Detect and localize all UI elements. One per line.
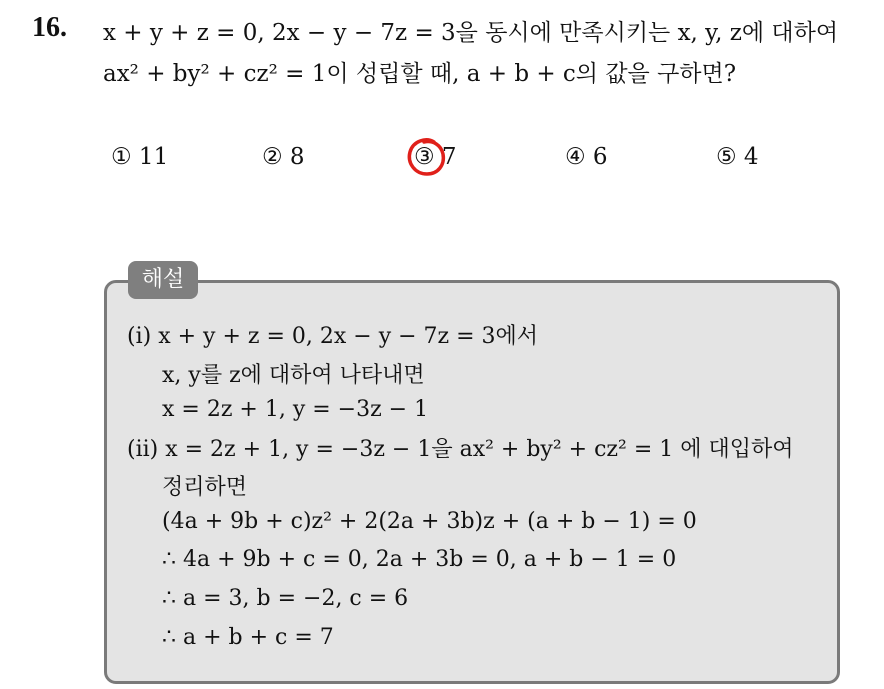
choice-1[interactable]: ① 11	[111, 144, 169, 170]
solution-line: x, y를 z에 대하여 나타내면	[162, 363, 425, 388]
solution-line: 정리하면	[162, 475, 248, 500]
solution-line: x = 2z + 1, y = −3z − 1	[162, 397, 429, 422]
solution-tag: 해설	[128, 261, 198, 299]
choice-5[interactable]: ⑤ 4	[716, 144, 759, 170]
solution-line: ∴ a + b + c = 7	[162, 625, 334, 650]
solution-line: (ii) x = 2z + 1, y = −3z − 1을 ax² + by² + cz² = 1 에 대입하여	[127, 437, 794, 462]
choice-4[interactable]: ④ 6	[565, 144, 608, 170]
question-number: 16.	[32, 12, 67, 43]
solution-line: ∴ 4a + 9b + c = 0, 2a + 3b = 0, a + b − 1 = 0	[162, 547, 677, 572]
solution-line: (i) x + y + z = 0, 2x − y − 7z = 3에서	[127, 324, 539, 349]
solution-line: (4a + 9b + c)z² + 2(2a + 3b)z + (a + b − 1) = 0	[162, 509, 697, 534]
solution-line: ∴ a = 3, b = −2, c = 6	[162, 586, 409, 611]
answer-mark-circle-icon	[404, 134, 450, 180]
question-text-line-2: ax² + by² + cz² = 1이 성립할 때, a + b + c의 값을 구하면?	[103, 61, 737, 87]
question-text-line-1: x + y + z = 0, 2x − y − 7z = 3을 동시에 만족시키는 x, y, z에 대하여	[103, 20, 839, 46]
choice-3[interactable]: ③ 7	[414, 144, 457, 170]
choice-2[interactable]: ② 8	[262, 144, 305, 170]
